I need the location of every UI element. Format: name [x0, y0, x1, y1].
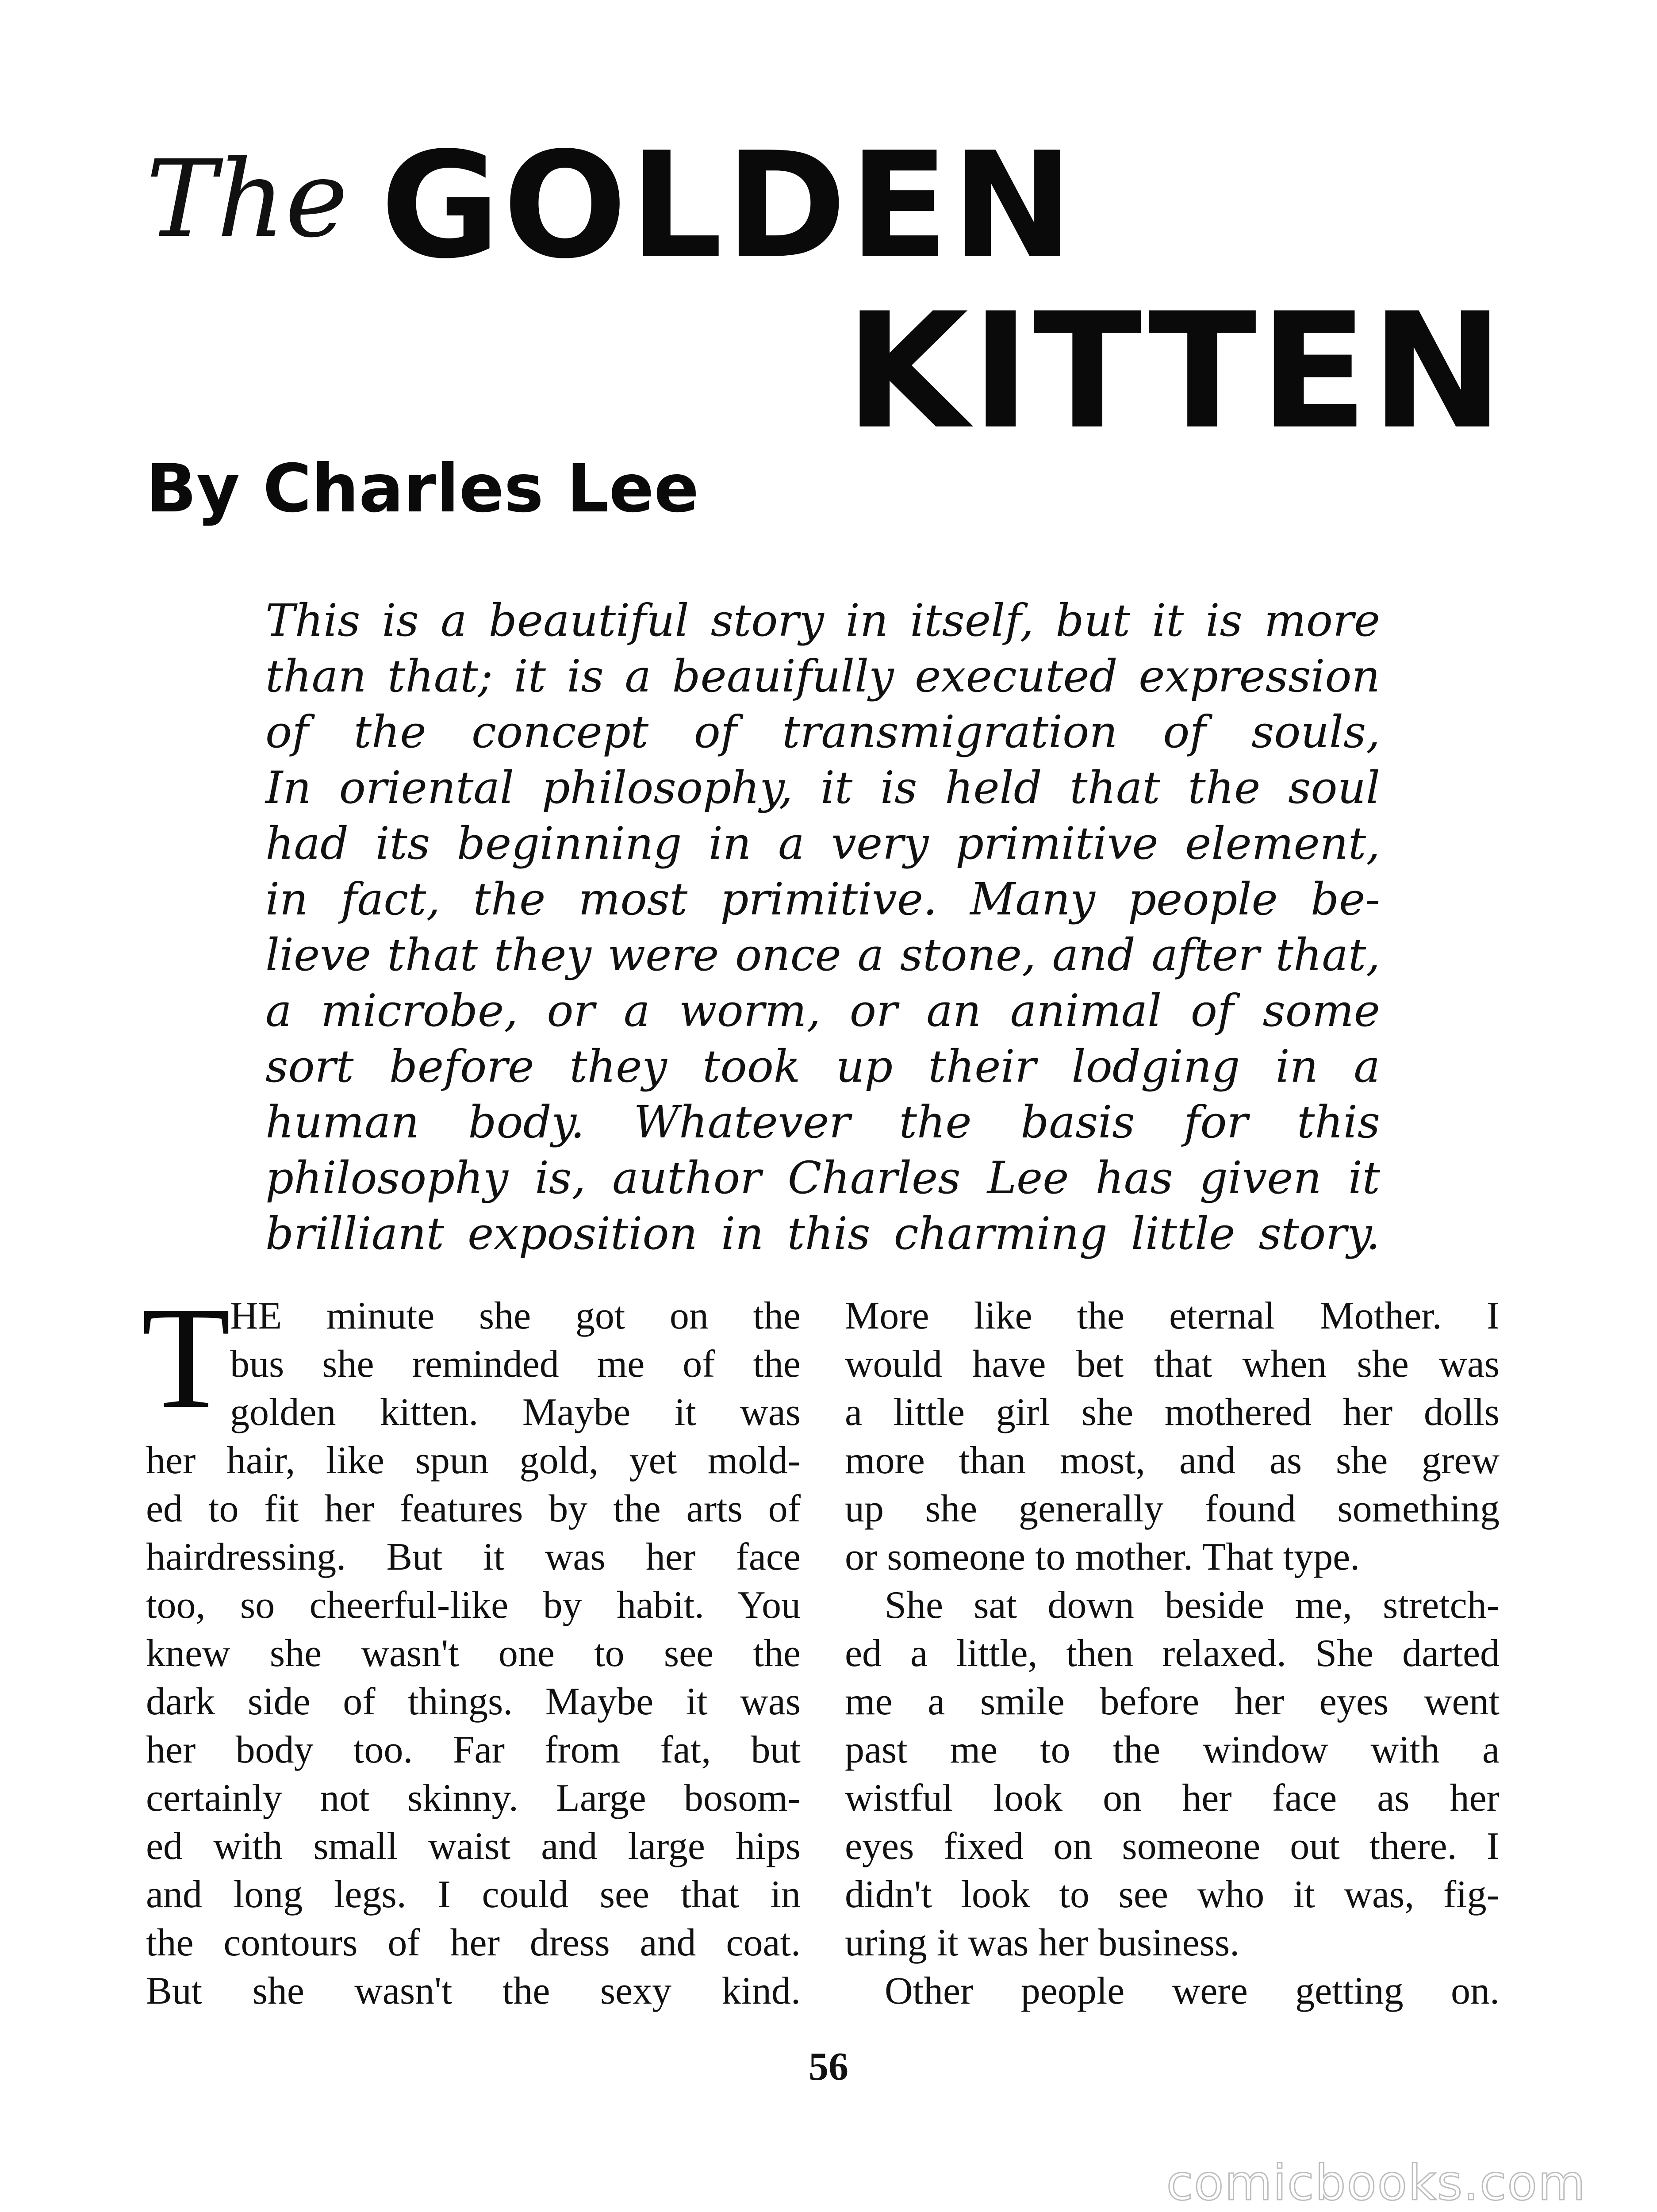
body-line: Other people were getting on. [885, 1970, 1500, 2012]
body-line: too, so cheerful-like by habit. You [146, 1584, 801, 1627]
site-watermark: comicbooks.com [1166, 2154, 1586, 2211]
body-column-left [146, 1292, 801, 2015]
body-line: certainly not skinny. Large bosom- [146, 1777, 801, 1820]
intro-line: than that; it is a beauifully executed expression [265, 650, 1380, 702]
intro-line: of the concept of transmigration of souls, [265, 706, 1380, 758]
body-line: her hair, like spun gold, yet mold- [146, 1439, 801, 1482]
body-line: ed to fit her features by the arts of [146, 1487, 801, 1530]
body-line: up she generally found something [845, 1487, 1500, 1530]
body-line: She sat down beside me, stretch- [885, 1584, 1500, 1627]
body-line: her body too. Far from fat, but [146, 1728, 801, 1771]
body-line: didn't look to see who it was, fig- [845, 1873, 1500, 1916]
body-line: ed a little, then relaxed. She darted [845, 1632, 1500, 1675]
body-line: would have bet that when she was [845, 1343, 1500, 1386]
intro-line: lieve that they were once a stone, and after that, [265, 929, 1380, 981]
intro-line: This is a beautiful story in itself, but it is more [265, 595, 1380, 646]
intro-line: philosophy is, author Charles Lee has given it [265, 1152, 1380, 1204]
story-introduction [265, 593, 1380, 1262]
body-line: More like the eternal Mother. I [845, 1294, 1500, 1337]
intro-line: In oriental philosophy, it is held that the soul [265, 762, 1380, 814]
body-line: past me to the window with a [845, 1728, 1500, 1771]
body-line: bus she reminded me of the [230, 1343, 801, 1386]
author-byline: By Charles Lee [146, 450, 699, 527]
body-line: hairdressing. But it was her face [146, 1536, 801, 1578]
body-line: more than most, and as she grew [845, 1439, 1500, 1482]
body-line: knew she wasn't one to see the [146, 1632, 801, 1675]
body-column-right [845, 1292, 1500, 2015]
page-number: 56 [809, 2045, 848, 2089]
intro-line: in fact, the most primitive. Many people be- [265, 873, 1380, 925]
body-line: a little girl she mothered her dolls [845, 1391, 1500, 1434]
intro-line: human body. Whatever the basis for this [265, 1096, 1380, 1148]
intro-line: a microbe, or a worm, or an animal of some [265, 985, 1380, 1037]
body-line: and long legs. I could see that in [146, 1873, 801, 1916]
intro-line: had its beginning in a very primitive element, [265, 818, 1380, 869]
title-kitten: KITTEN [845, 279, 1507, 464]
body-line: wistful look on her face as her [845, 1777, 1500, 1820]
body-line: dark side of things. Maybe it was [146, 1680, 801, 1723]
body-line: eyes fixed on someone out there. I [845, 1825, 1500, 1868]
intro-line: sort before they took up their lodging in a [265, 1041, 1380, 1092]
body-line: me a smile before her eyes went [845, 1680, 1500, 1723]
body-line: golden kitten. Maybe it was [230, 1391, 801, 1434]
body-line: or someone to mother. That type. [845, 1536, 1360, 1578]
drop-cap: T [142, 1277, 231, 1439]
title-golden: GOLDEN [380, 121, 1077, 291]
body-line: HE minute she got on the [230, 1294, 801, 1337]
title-the: The [146, 137, 348, 261]
body-line: uring it was her business. [845, 1921, 1240, 1964]
body-line: ed with small waist and large hips [146, 1825, 801, 1868]
body-line: the contours of her dress and coat. [146, 1921, 801, 1964]
body-line: But she wasn't the sexy kind. [146, 1970, 801, 2012]
intro-line: brilliant exposition in this charming little story. [265, 1208, 1380, 1260]
